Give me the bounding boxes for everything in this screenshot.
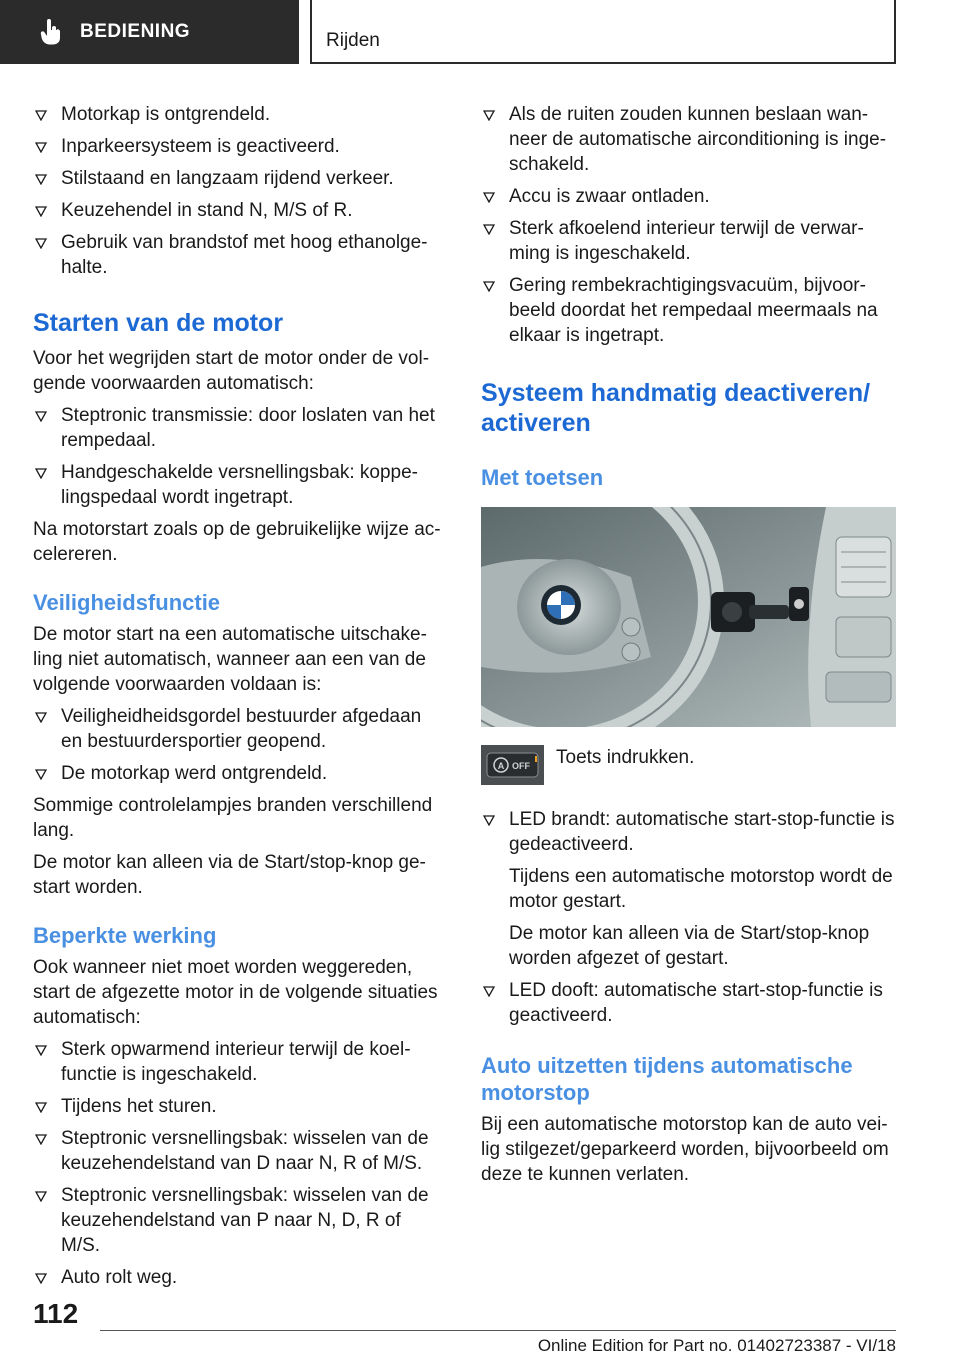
outline-triangle-icon [35, 769, 47, 780]
list-item: Auto rolt weg. [33, 1265, 441, 1290]
chapter-title: Rijden [326, 30, 380, 51]
list-item: Steptronic versnellingsbak: wisselen van de keuzehendelstand van P naar N, D, R of M/S. [33, 1183, 441, 1258]
list-item: Keuzehendel in stand N, M/S of R. [33, 198, 441, 223]
list-item: Gebruik van brandstof met hoog ethanolge‐ halte. [33, 230, 441, 280]
outline-triangle-icon [35, 110, 47, 121]
outline-triangle-icon [35, 468, 47, 479]
paragraph: De motor kan alleen via de Start/stop-knop ge‐ start worden. [33, 852, 426, 898]
footer-divider [100, 1330, 896, 1331]
paragraph: Ook wanneer niet moet worden weggereden, start de afgezette motor in de volgende situaties automatisch: [33, 957, 438, 1028]
heading-systeem-handmatig: Systeem handmatig deactiveren/ activeren [481, 379, 871, 437]
list-item: LED brandt: automatische start-stop-functie is gedeactiveerd. [481, 807, 896, 857]
heading-starten: Starten van de motor [33, 309, 284, 337]
outline-triangle-icon [35, 1045, 47, 1056]
outline-triangle-icon [35, 142, 47, 153]
svg-text:A: A [497, 761, 505, 771]
list-item: De motorkap werd ontgrendeld. [33, 761, 441, 786]
list-item: Steptronic versnellingsbak: wisselen van de keuzehendelstand van D naar N, R of M/S. [33, 1126, 441, 1176]
left-column [33, 102, 441, 1297]
heading-veiligheidsfunctie: Veiligheidsfunctie [33, 590, 221, 615]
paragraph: Bij een automatische motorstop kan de auto vei‐ lig stilgezet/geparkeerd worden, bijvoorbeeld om deze te kunnen verlaten. [481, 1114, 889, 1185]
outline-triangle-icon [35, 1191, 47, 1202]
list-item: Steptronic transmissie: door loslaten van het rempedaal. [33, 403, 441, 453]
outline-triangle-icon [35, 1273, 47, 1284]
list-item: LED dooft: automatische start-stop-functie is geactiveerd. [481, 978, 896, 1028]
pointing-hand-icon [40, 19, 62, 45]
right-column [481, 102, 896, 1194]
outline-triangle-icon [35, 238, 47, 249]
section-title: BEDIENING [80, 21, 191, 42]
outline-triangle-icon [35, 1134, 47, 1145]
outline-triangle-icon [483, 986, 495, 997]
list-item: Stilstaand en langzaam rijdend verkeer. [33, 166, 441, 191]
list-item: Sterk afkoelend interieur terwijl de verwar‐ ming is ingeschakeld. [481, 216, 896, 266]
list-item: Veiligheidheidsgordel bestuurder afgedaan en bestuurdersportier geopend. [33, 704, 441, 754]
footer-edition: Online Edition for Part no. 01402723387 - VI/18 [537, 1336, 896, 1355]
outline-triangle-icon [483, 224, 495, 235]
list-item: Inparkeersysteem is geactiveerd. [33, 134, 441, 159]
section-tab [0, 0, 299, 64]
heading-beperkte-werking: Beperkte werking [33, 923, 217, 948]
list-item-continuation: Tijdens een automatische motorstop wordt de motor gestart. [509, 866, 893, 912]
outline-triangle-icon [35, 411, 47, 422]
page-number: 112 [33, 1298, 79, 1329]
steering-wheel-dashboard-photo [481, 507, 896, 727]
press-instruction: Toets indrukken. [556, 747, 695, 768]
outline-triangle-icon [35, 174, 47, 185]
paragraph: Sommige controlelampjes branden verschillend lang. [33, 795, 433, 841]
list-item: Als de ruiten zouden kunnen beslaan wan‐ neer de automatische airconditioning is inge‐ schakeld. [481, 102, 896, 177]
outline-triangle-icon [483, 192, 495, 203]
auto-start-stop-off-button-icon [481, 745, 544, 785]
chapter-tab [310, 0, 896, 64]
outline-triangle-icon [483, 110, 495, 121]
heading-met-toetsen: Met toetsen [481, 465, 604, 490]
list-item: Tijdens het sturen. [33, 1094, 441, 1119]
list-item: Accu is zwaar ontladen. [481, 184, 896, 209]
paragraph: Voor het wegrijden start de motor onder de vol‐ gende voorwaarden automatisch: [33, 348, 430, 394]
list-item: Motorkap is ontgrendeld. [33, 102, 441, 127]
outline-triangle-icon [35, 206, 47, 217]
button-instruction [481, 745, 896, 785]
svg-text:OFF: OFF [512, 761, 530, 771]
outline-triangle-icon [35, 1102, 47, 1113]
list-item: Gering rembekrachtigingsvacuüm, bijvoor‐ beeld doordat het rempedaal meermaals na elkaar is ingetrapt. [481, 273, 896, 348]
heading-auto-uitzetten: Auto uitzetten tijdens automatische motorstop [481, 1053, 853, 1105]
list-item-continuation: De motor kan alleen via de Start/stop-knop worden afgezet of gestart. [509, 923, 870, 969]
outline-triangle-icon [483, 815, 495, 826]
outline-triangle-icon [35, 712, 47, 723]
paragraph: Na motorstart zoals op de gebruikelijke wijze ac‐ celereren. [33, 519, 441, 565]
list-item: Sterk opwarmend interieur terwijl de koel‐ functie is ingeschakeld. [33, 1037, 441, 1087]
list-item: Handgeschakelde versnellingsbak: koppe‐ lingspedaal wordt ingetrapt. [33, 460, 441, 510]
paragraph: De motor start na een automatische uitschake‐ ling niet automatisch, wanneer aan een van de volgende voorwaarden voldaan is: [33, 624, 427, 695]
outline-triangle-icon [483, 281, 495, 292]
